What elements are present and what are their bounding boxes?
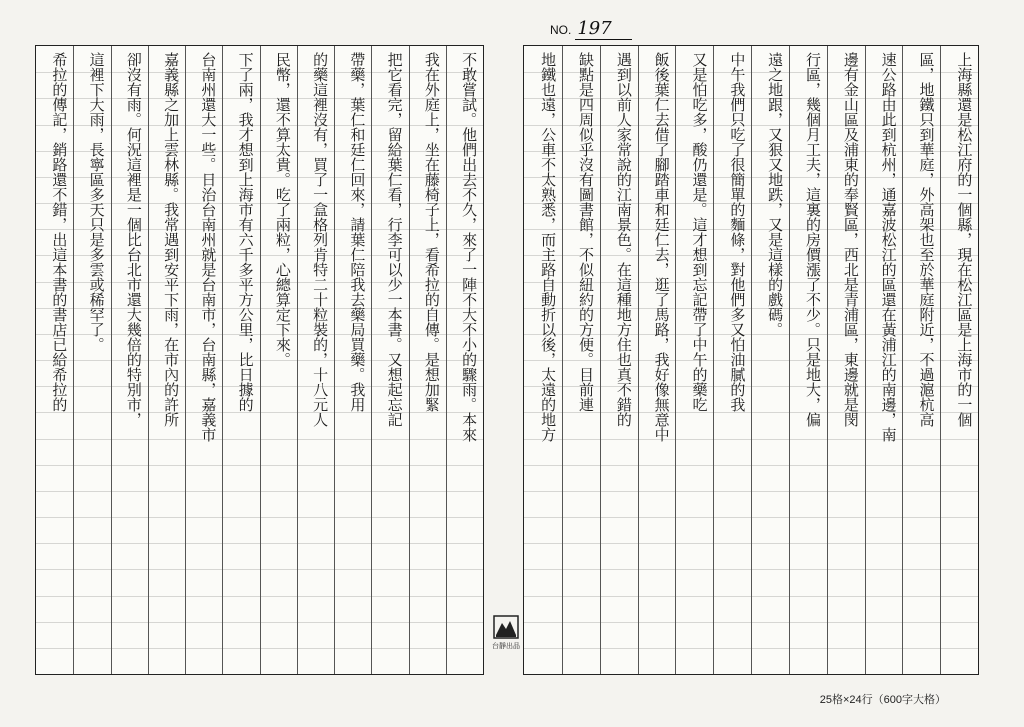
handwritten-column: 遠之地跟，又狠又地跌，又是這樣的戲碼。 <box>766 52 785 337</box>
handwritten-column: 民幣，還不算太貴。吃了兩粒，心總算定下來。 <box>273 52 292 367</box>
publisher-logo <box>489 615 523 659</box>
handwritten-column: 中午我們只吃了很簡單的麵條，對他們多又怕油膩的我 <box>728 52 747 412</box>
publisher-logo-text: 台靜出品 <box>492 642 520 650</box>
handwritten-column: 缺點是四周似乎沒有圖書館，不似紐約的方便。目前連 <box>577 52 596 412</box>
left-manuscript-page <box>35 45 484 675</box>
handwritten-column: 行區，幾個月工夫，這裏的房價漲了不少。只是地大，偏 <box>804 52 823 427</box>
handwritten-column: 這裡下大雨，長寧區多天只是多雲或稀罕了。 <box>87 52 106 352</box>
mountain-logo-icon <box>493 615 519 639</box>
handwritten-column: 嘉義縣之加上雲林縣。我常遇到安平下雨，在市內的許所 <box>162 52 181 427</box>
handwritten-column: 又是怕吃多，酸仍還是。這才想到忘記帶了中午的藥吃 <box>690 52 709 412</box>
handwritten-column: 帶藥，葉仁和廷仁回來，請葉仁陪我去藥局買藥。我用 <box>348 52 367 412</box>
handwritten-column: 上海縣還是松江府的一個縣，現在松江區是上海市的一個 <box>955 52 974 427</box>
handwritten-column: 把它看完，留給葉仁看，行李可以少一本書。又想起忘記 <box>385 52 404 427</box>
handwritten-column: 下了兩，我才想到上海市有六千多平方公里，比日據的 <box>236 52 255 412</box>
handwritten-column: 區，地鐵只到華庭，外高架也至於華庭附近，不過滬杭高 <box>917 52 936 427</box>
handwritten-column: 邊有金山區及浦東的奉賢區，西北是青浦區，東邊就是閔 <box>841 52 860 427</box>
handwritten-column: 的藥這裡沒有，買了一盒格列肯特二十粒裝的，十八元人 <box>311 52 330 427</box>
handwritten-column: 遇到以前人家常說的江南景色。在這種地方住也真不錯的 <box>614 52 633 427</box>
handwritten-column: 台南州還大一些。日治台南州就是台南市，台南縣，嘉義市 <box>199 52 218 442</box>
handwritten-column: 卻沒有雨。何況這裡是一個比台北市還大幾倍的特別市， <box>124 52 143 427</box>
handwritten-column: 希拉的傳記，銷路還不錯，出這本書的書店已給希拉的 <box>50 52 69 412</box>
page-number <box>550 18 632 39</box>
handwritten-column: 速公路由此到杭州，通嘉波松江的區還在黃浦江的南邊，南 <box>879 52 898 442</box>
right-manuscript-page <box>523 45 979 675</box>
handwritten-column: 地鐵也遠，公車不太熟悉，而主路自動折以後，太遠的地方 <box>539 52 558 442</box>
page-number-label: NO. <box>550 23 572 37</box>
handwritten-column: 我在外庭上，坐在藤椅子上，看希拉的自傳。是想加緊 <box>422 52 441 412</box>
handwritten-column: 飯後葉仁去借了腳踏車和廷仁去，逛了馬路，我好像無意中 <box>652 52 671 442</box>
grid-spec-label: 25格×24行（600字大格） <box>819 694 946 706</box>
handwritten-column: 不敢嘗試。他們出去不久，來了一陣不大不小的驟雨。本來 <box>460 52 479 442</box>
page-number-value: 197 <box>575 18 631 40</box>
